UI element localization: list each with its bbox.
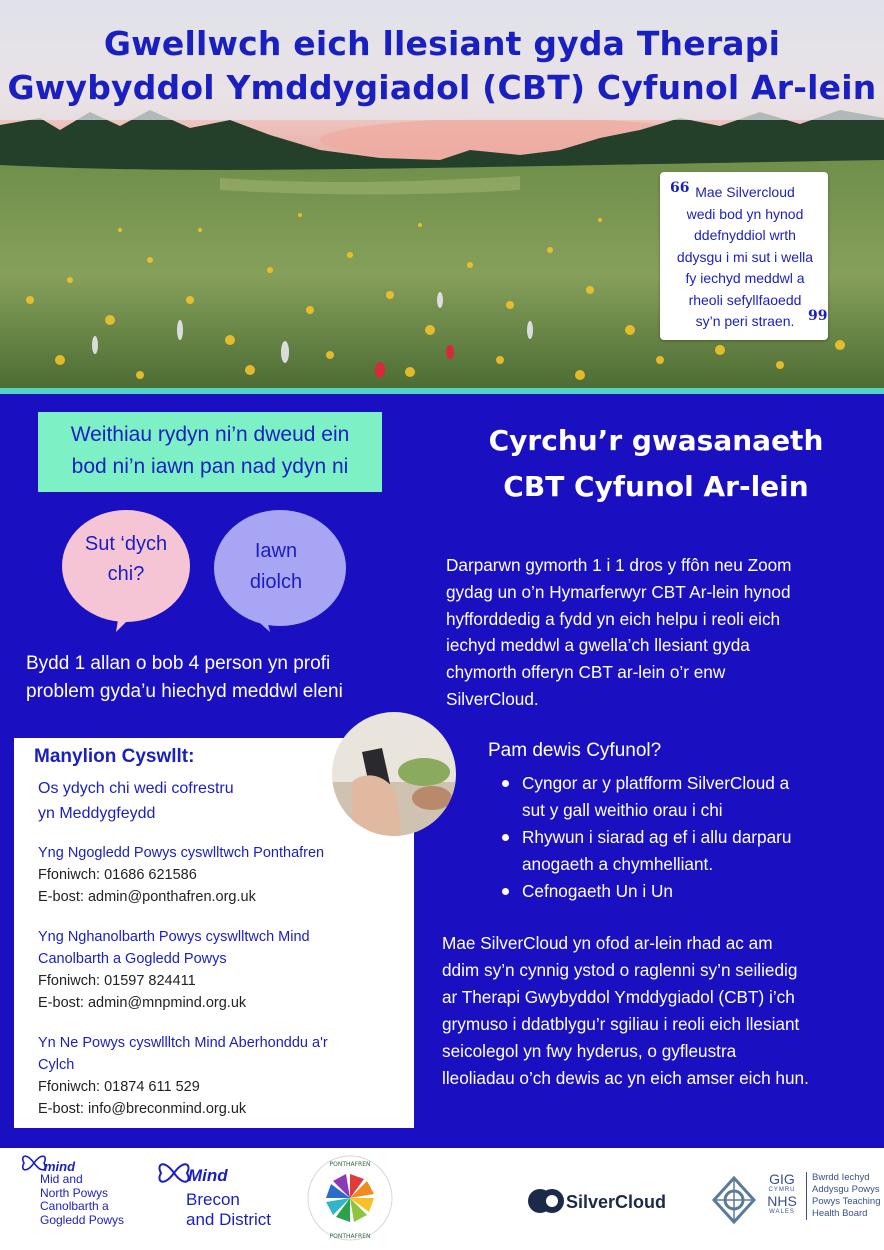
- statistic-text: [26, 650, 396, 706]
- logo-line: and District: [186, 1210, 272, 1229]
- phone-in-hand-illustration: [332, 712, 456, 836]
- phone-user-photo: [332, 712, 456, 836]
- paragraph-line: chymorth offeryn CBT ar-lein o’r enw: [446, 662, 726, 683]
- contact-heading: Cylch: [38, 1057, 75, 1073]
- silvercloud-icon: [528, 1188, 564, 1214]
- nhs-divider: [806, 1172, 807, 1220]
- list-item: [500, 878, 860, 905]
- list-item: [500, 824, 860, 877]
- mind-brecon-logo: [186, 1190, 271, 1230]
- blue-bubble-text: [212, 525, 340, 625]
- why-heading: Pam dewis Cyfunol?: [488, 740, 662, 761]
- list-item-line: Cyngor ar y platfform SilverCloud a: [522, 773, 790, 793]
- list-item-line: Rhywun i siarad ag ef i allu darparu: [522, 827, 792, 847]
- testimonial-text: [674, 182, 816, 333]
- paragraph-line: iechyd meddwl a gwella’ch llesiant gyda: [446, 635, 750, 656]
- pink-bubble-line-1: Sut ‘dych: [84, 533, 168, 555]
- page-title: [0, 22, 884, 110]
- testimonial-card: [660, 172, 828, 340]
- paragraph-line: lleoliadau o’ch dewis ac yn eich amser eich hun.: [442, 1068, 809, 1088]
- paragraph-line: gydag un o’n Hymarferwyr CBT Ar-lein hynod: [446, 581, 791, 602]
- contact-heading: Yn Ne Powys cyswllltch Mind Aberhonddu a'r: [38, 1035, 328, 1051]
- list-item-line: sut y gall weithio orau i chi: [522, 799, 723, 820]
- paragraph-line: seicolegol yn fwy hyderus, o gyfleustra: [442, 1041, 737, 1061]
- contact-sub-line-1: Os ydych chi wedi cofrestru: [38, 780, 234, 797]
- mind-brecon-wordmark: Mind: [188, 1166, 228, 1185]
- blue-bubble-line-1: Iawn: [254, 540, 298, 562]
- mind-logo-text: mind: [44, 1159, 76, 1174]
- list-item-line: anogaeth a chymhelliant.: [522, 853, 714, 874]
- silvercloud-logo-text: SilverCloud: [566, 1192, 667, 1212]
- contact-subtitle: [38, 776, 288, 826]
- contact-title: Manylion Cyswllt:: [34, 746, 195, 767]
- nhs-wales: WALES: [769, 1209, 795, 1215]
- logo-line: Gogledd Powys: [40, 1212, 125, 1227]
- pink-bubble-line-2: chi?: [107, 563, 145, 585]
- mind-mid-north-powys-logo: [40, 1173, 124, 1227]
- paragraph-line: SilverCloud.: [446, 688, 539, 709]
- logo-line: Addysgu Powys: [812, 1184, 880, 1195]
- contact-sub-line-2: yn Meddygfeydd: [38, 805, 156, 822]
- mind-brecon-butterfly-icon: [156, 1156, 192, 1190]
- quote-line: wedi bod yn hynod: [686, 205, 804, 222]
- list-item: [500, 770, 860, 823]
- blue-bubble-line-2: diolch: [249, 571, 303, 593]
- quote-line: ddysgu i mi sut i wella: [676, 248, 814, 265]
- logo-line: North Powys: [40, 1185, 109, 1200]
- service-description: [446, 552, 866, 713]
- paragraph-line: grymuso i ddatblygu’r sgiliau i reoli eich llesiant: [442, 1014, 800, 1034]
- quote-line: ddefnyddiol wrth: [694, 227, 796, 243]
- callout-text: [38, 419, 382, 483]
- quote-line: rheoli sefyllfaoedd: [688, 291, 802, 308]
- nhs-nhs: NHS: [767, 1193, 797, 1209]
- pink-bubble-text: [62, 520, 190, 620]
- paragraph-line: ddim sy’n cynnig ystod o raglenni sy’n seiliedig: [442, 960, 798, 980]
- title-line-1: Gwellwch eich llesiant gyda Therapi: [103, 24, 781, 63]
- heading-line-2: CBT Cyfunol Ar-lein: [503, 470, 809, 503]
- quote-line: fy iechyd meddwl a: [685, 270, 805, 286]
- nhs-gig: GIG: [769, 1171, 795, 1187]
- partner-logos-footer: [0, 1148, 884, 1250]
- contact-mid-powys: [38, 926, 398, 1014]
- email-address: E-bost: admin@ponthafren.org.uk: [38, 889, 256, 905]
- heading-line-1: Cyrchu’r gwasanaeth: [488, 424, 824, 457]
- paragraph-line: Mae SilverCloud yn ofod ar-lein rhad ac am: [442, 933, 773, 953]
- callout-line-2: bod ni’n iawn pan nad ydyn ni: [71, 455, 349, 478]
- logo-line: Bwrdd Iechyd: [812, 1172, 870, 1183]
- logo-line: Mid and: [40, 1172, 83, 1186]
- contact-heading: Canolbarth a Gogledd Powys: [38, 951, 227, 967]
- paragraph-line: ar Therapi Gwybyddol Ymddygiadol (CBT) i’ch: [442, 987, 795, 1007]
- logo-line: Powys Teaching: [812, 1196, 881, 1207]
- stat-line-2: problem gyda’u hiechyd meddwl eleni: [26, 681, 343, 702]
- hero-banner: [0, 0, 884, 390]
- paragraph-line: hyfforddedig a fydd yn eich helpu i reoli eich: [446, 608, 781, 629]
- benefits-list: [500, 770, 860, 906]
- open-quote-icon: 66: [670, 180, 690, 196]
- phone-number: Ffoniwch: 01874 611 529: [38, 1079, 200, 1095]
- contact-heading: Yng Ngogledd Powys cyswlltwch Ponthafren: [38, 845, 325, 861]
- callout-box: [38, 412, 382, 492]
- nhs-cymru: CYMRU: [768, 1187, 796, 1193]
- ponthafren-ring-text: PONTHAFREN: [329, 1161, 371, 1168]
- nhs-dragon-knot-icon: [710, 1174, 758, 1226]
- paragraph-line: Darparwn gymorth 1 i 1 dros y ffôn neu Zoom: [446, 555, 792, 575]
- title-line-2: Gwybyddol Ymddygiadol (CBT) Cyfunol Ar-lein: [7, 68, 877, 107]
- contact-north-powys: [38, 842, 398, 908]
- email-address: E-bost: admin@mnpmind.org.uk: [38, 995, 247, 1011]
- quote-line: Mae Silvercloud: [695, 184, 795, 200]
- silvercloud-description: [442, 930, 872, 1092]
- close-quote-icon: 99: [808, 308, 828, 324]
- ponthafren-ring-text: PONTHAFREN: [329, 1233, 371, 1240]
- logo-line: Health Board: [812, 1208, 868, 1219]
- contact-heading: Yng Nghanolbarth Powys cyswlltwch Mind: [38, 929, 310, 945]
- logo-line: Canolbarth a: [40, 1199, 109, 1213]
- powys-health-board-text: [812, 1172, 880, 1220]
- contact-south-powys: [38, 1032, 398, 1120]
- service-heading: [446, 418, 866, 510]
- quote-line: sy’n peri straen.: [695, 313, 795, 329]
- stat-line-1: Bydd 1 allan o bob 4 person yn profi: [26, 653, 331, 674]
- ponthafren-logo: [306, 1154, 394, 1242]
- callout-line-1: Weithiau rydyn ni’n dweud ein: [70, 423, 350, 446]
- phone-number: Ffoniwch: 01597 824411: [38, 973, 196, 989]
- list-item-line: Cefnogaeth Un i Un: [522, 881, 673, 901]
- email-address: E-bost: info@breconmind.org.uk: [38, 1101, 247, 1117]
- phone-number: Ffoniwch: 01686 621586: [38, 867, 197, 883]
- logo-line: Brecon: [186, 1190, 240, 1209]
- nhs-wales-logo: [760, 1172, 804, 1216]
